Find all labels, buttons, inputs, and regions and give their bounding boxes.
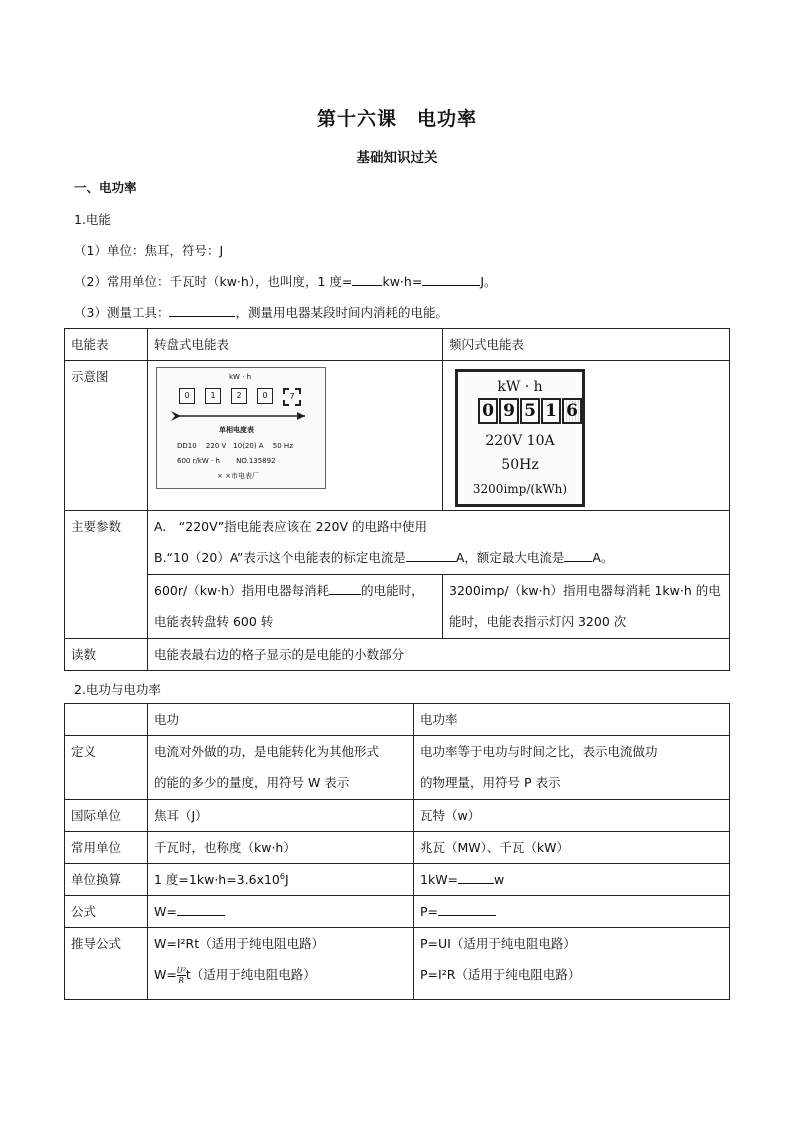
meter2-digit: 5 — [520, 398, 540, 424]
blank-work-formula[interactable] — [177, 903, 225, 916]
definition-work — [148, 736, 414, 800]
meter2-digit: 0 — [478, 398, 498, 424]
definition-power-line: 电功率等于电功与时间之比，表示电流做功 — [420, 744, 658, 759]
page-title: 第十六课 电功率 — [316, 108, 477, 130]
param-c-text1: 600r/（kw·h）指用电器每消耗 — [154, 583, 330, 598]
formula-power-text: P= — [420, 904, 439, 919]
meter-table-header: 电能表 — [65, 329, 148, 361]
conversion-work — [148, 864, 414, 896]
meter1-maker: × ×市电表厂 — [217, 472, 259, 480]
fraction-numerator: U² — [176, 966, 186, 975]
meter2-digit: 6 — [562, 398, 582, 424]
tool-text-b: ，测量用电器某段时间内消耗的电能。 — [235, 305, 448, 320]
params-cell — [148, 511, 730, 575]
derived-work-prefix: W= — [154, 967, 177, 982]
item-heading-power: 2.电功与电功率 — [74, 682, 161, 697]
definition-power-line: 的物理量，用符号 P 表示 — [420, 775, 561, 790]
row-label-definition: 定义 — [65, 736, 148, 800]
table2-corner — [65, 704, 148, 736]
flash-meter-image — [455, 369, 585, 507]
si-unit-work: 焦耳（J） — [148, 800, 414, 832]
flash-meter-cell — [443, 361, 730, 511]
param-a: A. “220V”指电能表应该在 220V 的电路中使用 — [154, 519, 428, 534]
table2-header-power: 电功率 — [414, 704, 730, 736]
meter1-digit: 0 — [179, 388, 195, 404]
conversion-exponent: 6 — [279, 871, 285, 881]
rotary-disc-arrow-icon — [171, 410, 311, 422]
param-flash-cell — [443, 575, 730, 639]
blank-kw-to-w[interactable] — [458, 871, 494, 884]
blank-energy[interactable] — [329, 582, 361, 595]
conversion-work-text: 1 度=1kw·h=3.6x10 — [154, 872, 280, 887]
meter2-digit: 1 — [541, 398, 561, 424]
derived-work-line2 — [154, 959, 407, 990]
page-subtitle: 基础知识过关 — [356, 150, 438, 166]
derived-power — [414, 928, 730, 1000]
row-label-reading: 读数 — [65, 639, 148, 671]
blank-rated-current[interactable] — [406, 549, 456, 562]
blank-power-formula[interactable] — [438, 903, 496, 916]
derived-work-suffix: t（适用于纯电阻电路） — [185, 967, 316, 982]
item-heading-energy: 1.电能 — [74, 212, 111, 227]
blank-kwh[interactable] — [352, 273, 382, 286]
meter1-digit: 1 — [205, 388, 221, 404]
blank-tool[interactable] — [169, 304, 235, 317]
meter2-digit: 9 — [499, 398, 519, 424]
work-power-table — [64, 703, 730, 1000]
meter1-digit: 0 — [257, 388, 273, 404]
param-d-line1: 3200imp/（kw·h）指用电器每消耗 1kw·h 的电 — [449, 583, 721, 598]
meter2-spec2: 50Hz — [501, 457, 539, 473]
conversion-power — [414, 864, 730, 896]
section-heading: 一、电功率 — [74, 180, 137, 195]
definition-work-line: 电流对外做的功，是电能转化为其他形式 — [154, 744, 380, 759]
param-rotary-cell — [148, 575, 443, 639]
definition-power — [414, 736, 730, 800]
meter1-digit: 2 — [231, 388, 247, 404]
row-label-params: 主要参数 — [65, 511, 148, 639]
conversion-work-unit: J — [284, 872, 289, 887]
reading-cell: 电能表最右边的格子显示的是电能的小数部分 — [148, 639, 730, 671]
row-label-formula: 公式 — [65, 896, 148, 928]
meter2-spec3: 3200imp/(kWh) — [472, 482, 568, 496]
meter1-digit: 7 — [283, 388, 301, 406]
common-unit-text-c: J。 — [480, 274, 497, 289]
meter1-name: 单相电度表 — [219, 426, 254, 434]
row-label-conversion: 单位换算 — [65, 864, 148, 896]
line-common-unit — [74, 272, 497, 290]
rotary-meter-cell — [148, 361, 443, 511]
meter-table-header: 频闪式电能表 — [443, 329, 730, 361]
param-b-text1: B.“10（20）A”表示这个电能表的标定电流是 — [154, 550, 406, 565]
rotary-meter-image — [156, 367, 326, 489]
meter1-spec1: DD10 220 V 10(20) A 50 Hz — [177, 442, 293, 450]
table2-header-work: 电功 — [148, 704, 414, 736]
param-b — [154, 542, 723, 573]
fraction-u2-over-r — [177, 966, 186, 985]
common-unit-work: 千瓦时，也称度（kw·h） — [148, 832, 414, 864]
formula-work — [148, 896, 414, 928]
row-label-derived: 推导公式 — [65, 928, 148, 1000]
meter2-digits — [478, 398, 583, 424]
blank-max-current[interactable] — [564, 549, 592, 562]
param-c-text2: 的电能时， — [361, 583, 424, 598]
line-tool — [74, 303, 448, 321]
meter-table — [64, 328, 730, 671]
common-unit-power: 兆瓦（MW）、千瓦（kW） — [414, 832, 730, 864]
tool-text-a: （3）测量工具： — [74, 305, 170, 320]
param-c-line1 — [154, 575, 436, 606]
common-unit-text-a: （2）常用单位：千瓦时（kw·h），也叫度，1 度= — [74, 274, 353, 289]
param-c-line2: 电能表转盘转 600 转 — [154, 614, 274, 629]
line-unit: （1）单位：焦耳，符号：J — [74, 243, 224, 258]
conversion-power-unit: w — [494, 872, 505, 887]
row-label-si-unit: 国际单位 — [65, 800, 148, 832]
derived-work-line1: W=I²Rt（适用于纯电阻电路） — [154, 936, 325, 951]
conversion-power-text: 1kW= — [420, 872, 459, 887]
meter-table-header: 转盘式电能表 — [148, 329, 443, 361]
meter2-unit: kW · h — [497, 379, 543, 395]
meter2-spec1: 220V 10A — [485, 433, 555, 449]
si-unit-power: 瓦特（w） — [414, 800, 730, 832]
param-d-line2: 能时，电能表指示灯闪 3200 次 — [449, 614, 627, 629]
common-unit-text-b: kw·h= — [382, 274, 423, 289]
definition-work-line: 的能的多少的量度，用符号 W 表示 — [154, 775, 350, 790]
derived-power-line1: P=UI（适用于纯电阻电路） — [420, 936, 576, 951]
blank-joule[interactable] — [422, 273, 480, 286]
derived-work — [148, 928, 414, 1000]
meter1-spec2: 600 r/kW · h NO.135892 — [177, 457, 276, 465]
param-b-text2: A，额定最大电流是 — [455, 550, 565, 565]
row-label-diagram: 示意图 — [65, 361, 148, 511]
formula-power — [414, 896, 730, 928]
meter1-unit: kW · h — [229, 373, 252, 381]
row-label-common-unit: 常用单位 — [65, 832, 148, 864]
fraction-denominator: R — [178, 976, 185, 985]
param-b-text3: A。 — [592, 550, 614, 565]
derived-power-line2: P=I²R（适用于纯电阻电路） — [420, 967, 581, 982]
formula-work-text: W= — [154, 904, 177, 919]
